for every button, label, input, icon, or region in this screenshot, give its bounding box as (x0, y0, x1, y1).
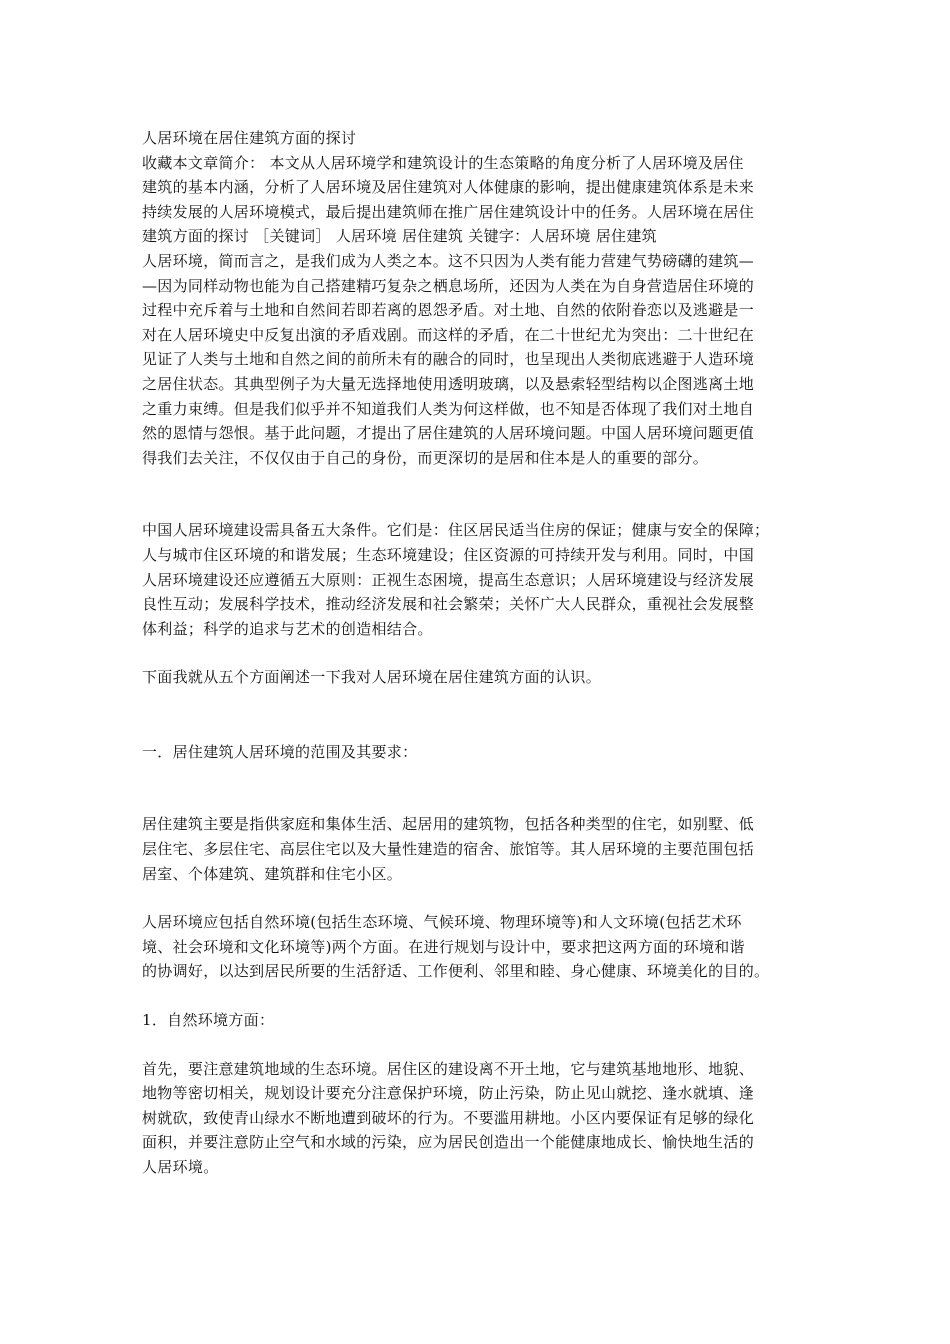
paragraph-line: 中国人居环境建设需具备五大条件。它们是：住区居民适当住房的保证；健康与安全的保障； (142, 521, 770, 540)
paragraph-line: 的协调好，以达到居民所要的生活舒适、工作便利、邻里和睦、身心健康、环境美化的目的。 (142, 962, 770, 981)
intro-paragraph (142, 151, 818, 249)
paragraph-line: 过程中充斥着与土地和自然间若即若离的恩怨矛盾。对土地、自然的依附眷恋以及逃避是一 (142, 301, 755, 320)
paragraph-line: 对在人居环境史中反复出演的矛盾戏剧。而这样的矛盾，在二十世纪尤为突出：二十世纪在 (142, 325, 755, 344)
paragraph-line: 人与城市住区环境的和谐发展；生态环境建设；住区资源的可持续开发与利用。同时，中国 (142, 545, 755, 564)
paragraph-line: 地物等密切相关，规划设计要充分注意保护环境，防止污染，防止见山就挖、逢水就填、逢 (142, 1084, 755, 1103)
paragraph-line: 居住建筑主要是指供家庭和集体生活、起居用的建筑物，包括各种类型的住宅，如别墅、低 (142, 815, 755, 834)
paragraph-line: 之居住状态。其典型例子为大量无选择地使用透明玻璃，以及悬索轻型结构以企图逃离土地 (142, 374, 755, 393)
paragraph-1 (142, 249, 818, 470)
paragraph-line: —因为同样动物也能为自己搭建精巧复杂之栖息场所，还因为人类在为自身营造居住环境的 (142, 276, 755, 295)
paragraph-line: 人居环境建设还应遵循五大原则：正视生态困境，提高生态意识；人居环境建设与经济发展 (142, 570, 755, 589)
paragraph-line: 人居环境应包括自然环境(包括生态环境、气候环境、物理环境等)和人文环境(包括艺术环 (142, 913, 742, 932)
paragraph-line: 境、社会环境和文化环境等)两个方面。在进行规划与设计中，要求把这两方面的环境和谐 (142, 937, 745, 956)
paragraph-5 (142, 910, 818, 984)
document-title: 人居环境在居住建筑方面的探讨 (142, 129, 357, 147)
subsection-heading: 1．自然环境方面： (142, 1011, 275, 1030)
intro-line: 持续发展的人居环境模式，最后提出建筑师在推广居住建筑设计中的任务。人居环境在居住 (142, 202, 755, 221)
paragraph-line: 人居环境。 (142, 1158, 219, 1176)
paragraph-6 (142, 1057, 818, 1180)
paragraph-line: 层住宅、多层住宅、高层住宅以及大量性建造的宿舍、旅馆等。其人居环境的主要范围包括 (142, 840, 755, 859)
paragraph-line: 人居环境，简而言之，是我们成为人类之本。这不只因为人类有能力营建气势磅礴的建筑— (142, 251, 755, 270)
paragraph-line: 良性互动；发展科学技术，推动经济发展和社会繁荣；关怀广大人民群众，重视社会发展整 (142, 595, 755, 614)
paragraph-3: 下面我就从五个方面阐述一下我对人居环境在居住建筑方面的认识。 (142, 668, 602, 687)
intro-line: 建筑的基本内涵，分析了人居环境及居住建筑对人体健康的影响，提出健康建筑体系是未来 (142, 178, 755, 197)
paragraph-2 (142, 518, 818, 641)
document-page (142, 126, 818, 1180)
paragraph-line: 得我们去关注，不仅仅由于自己的身份，而更深切的是居和住本是人的重要的部分。 (142, 448, 709, 467)
paragraph-line: 首先，要注意建筑地域的生态环境。居住区的建设离不开土地，它与建筑基地地形、地貌、 (142, 1059, 755, 1078)
paragraph-line: 见证了人类与土地和自然之间的前所未有的融合的同时，也呈现出人类彻底逃避于人造环境 (142, 350, 755, 369)
paragraph-line: 树就砍，致使青山绿水不断地遭到破坏的行为。不要滥用耕地。小区内要保证有足够的绿化 (142, 1108, 755, 1127)
section-heading: 一．居住建筑人居环境的范围及其要求： (142, 742, 418, 761)
paragraph-line: 面积，并要注意防止空气和水域的污染，应为居民创造出一个能健康地成长、愉快地生活的 (142, 1133, 755, 1152)
paragraph-4 (142, 812, 818, 886)
paragraph-line: 体利益；科学的追求与艺术的创造相结合。 (142, 619, 433, 638)
paragraph-line: 之重力束缚。但是我们似乎并不知道我们人类为何这样做，也不知是否体现了我们对土地自 (142, 399, 755, 418)
intro-line: 建筑方面的探讨 ［关键词］ 人居环境 居住建筑 关键字：人居环境 居住建筑 (142, 227, 657, 246)
paragraph-line: 然的恩情与怨恨。基于此问题，才提出了居住建筑的人居环境问题。中国人居环境问题更值 (142, 424, 755, 443)
intro-line: 收藏本文章简介： 本文从人居环境学和建筑设计的生态策略的角度分析了人居环境及居住 (142, 153, 744, 172)
paragraph-line: 居室、个体建筑、建筑群和住宅小区。 (142, 864, 403, 883)
